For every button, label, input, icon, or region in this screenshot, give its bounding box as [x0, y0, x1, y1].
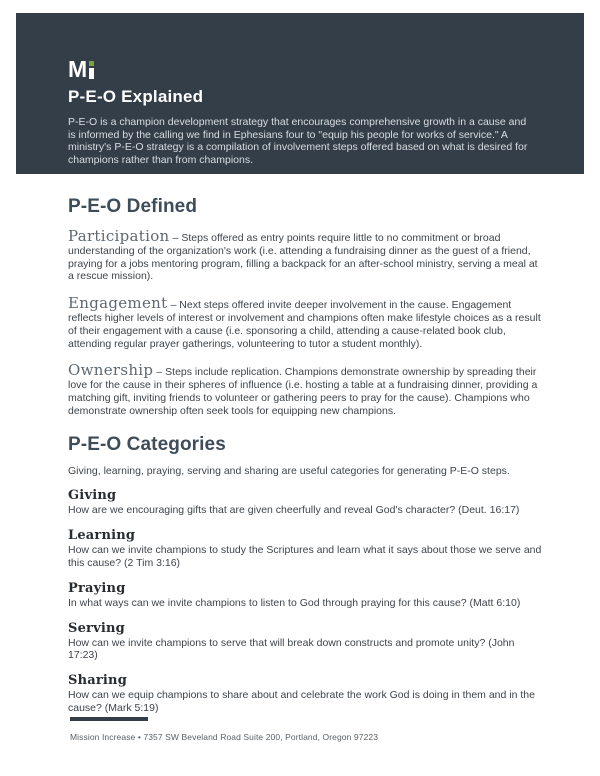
- category-item-serving: [68, 621, 542, 663]
- category-question: How can we equip champions to share about and celebrate the work God is doing in them and in the cause? (Mark 5:19): [68, 689, 535, 714]
- mission-increase-logo-icon: [68, 56, 532, 82]
- header-description: P-E-O is a champion development strategy that encourages comprehensive growth in a cause and is informed by the calling we find in Ephesians four to "equip his people for works of service." A ministry's P-E-O strategy is a compilation of involvement steps offered based on what is desired for champions rather than from champions.: [68, 116, 528, 166]
- header-band: [16, 13, 584, 174]
- term-separator: –: [170, 299, 177, 312]
- category-question: In what ways can we invite champions to listen to God through praying for this cause? (Matt 6:10): [68, 596, 521, 609]
- footer-divider-bar: [70, 717, 148, 721]
- categories-intro: Giving, learning, praying, serving and sharing are useful categories for generating P-E-O steps.: [68, 464, 510, 477]
- category-item-giving: [68, 488, 542, 517]
- logo-letter-i: [89, 61, 94, 79]
- category-name: Giving: [68, 488, 117, 504]
- term-participation-text: Steps offered as entry points require little to no commitment or broad understanding of the organization's work (i.e. attending a fundraising dinner as the guest of a friend, praying for a jobs mentoring program, filling a backpack for an after-school ministry, serving a meal at a rescue mission).: [68, 232, 538, 283]
- term-ownership: Ownership: [68, 361, 154, 380]
- category-name: Praying: [68, 580, 126, 596]
- section-heading-defined: P-E-O Defined: [68, 196, 198, 217]
- term-engagement: Engagement: [68, 294, 168, 313]
- term-paragraph-ownership: [68, 361, 542, 417]
- document-body: [68, 196, 542, 715]
- page-title: P-E-O Explained: [68, 87, 204, 106]
- category-question: How are we encouraging gifts that are given cheerfully and reveal God's character? (Deut. 16:17): [68, 504, 520, 517]
- section-heading-categories: P-E-O Categories: [68, 433, 226, 455]
- term-separator: –: [172, 232, 179, 244]
- category-question: How can we invite champions to serve that will break down constructs and promote unity? (John 17:23): [68, 636, 515, 662]
- logo-letter-m: M: [68, 56, 86, 82]
- term-separator: –: [156, 366, 163, 379]
- logo-green-dot: [89, 61, 94, 66]
- category-item-learning: [68, 528, 542, 570]
- category-item-sharing: [68, 673, 542, 715]
- category-name: Sharing: [68, 673, 127, 689]
- term-paragraph-participation: [68, 227, 542, 283]
- category-item-praying: [68, 581, 542, 610]
- logo-i-stem: [89, 68, 94, 79]
- term-paragraph-engagement: [68, 294, 542, 350]
- category-name: Learning: [68, 528, 136, 544]
- category-question: How can we invite champions to study the Scriptures and learn what it says about those we serve and this cause? (2 Tim 3:16): [68, 544, 542, 569]
- category-name: Serving: [68, 620, 125, 636]
- term-ownership-text: Steps include replication. Champions demonstrate ownership by spreading their love for the cause in their spheres of influence (i.e. hosting a table at a fundraising dinner, providing a matching gift, inviting friends to volunteer or gathering peers to pray for the cause). Champions who demonstrate ownership often seek tools for equipping new champions.: [68, 366, 538, 417]
- term-participation: Participation: [68, 227, 170, 245]
- footer-address: Mission Increase • 7357 SW Beveland Road Suite 200, Portland, Oregon 97223: [70, 732, 379, 742]
- term-engagement-text: Next steps offered invite deeper involvement in the cause. Engagement reflects higher levels of interest or involvement and champions often make lifestyle choices as a result of their engagement with a cause (i.e. sponsoring a child, attending a cause-related book club, attending regular prayer gatherings, volunteering to tutor a student monthly).: [68, 299, 541, 350]
